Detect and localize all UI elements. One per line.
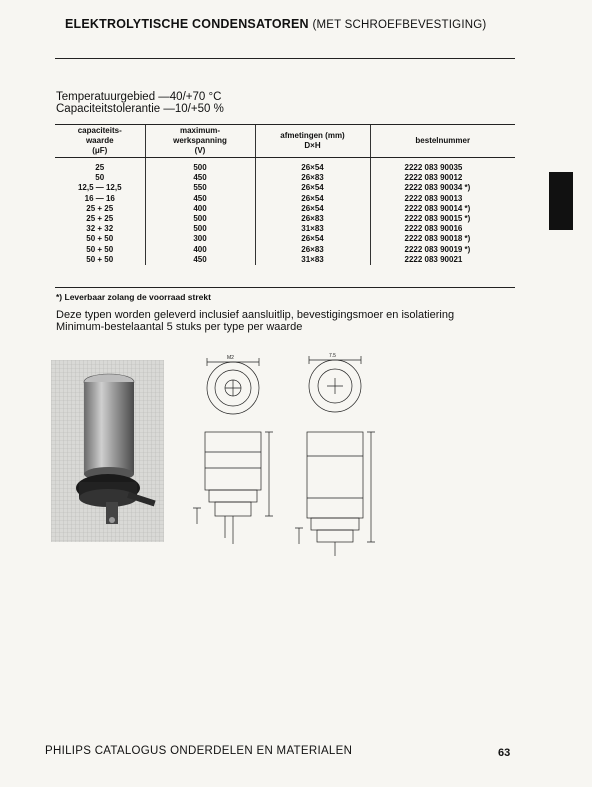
section-tab-marker — [549, 172, 573, 230]
cell-capacitance: 50 + 50 — [86, 244, 114, 254]
table-row — [55, 255, 515, 265]
header-voltage: maximum- werkspanning (V) — [145, 125, 255, 158]
cell-voltage: 500 — [145, 214, 255, 224]
side-view-right — [295, 432, 375, 556]
cell-order-number: 2222 083 90034 *) — [370, 183, 515, 193]
cell-order-number: 2222 083 90012 — [370, 173, 515, 183]
cell-voltage: 300 — [145, 234, 255, 244]
table-row — [55, 194, 515, 204]
cell-voltage: 550 — [145, 183, 255, 193]
page-title — [65, 17, 486, 31]
cell-voltage: 500 — [145, 158, 255, 174]
cell-capacitance: 25 — [95, 163, 105, 172]
minimum-order-note: Minimum-bestelaantal 5 stuks per type per waarde — [56, 321, 303, 333]
table-row — [55, 173, 515, 183]
cell-order-number: 2222 083 90021 — [370, 255, 515, 265]
table-header-row — [55, 125, 515, 158]
side-view-left — [193, 432, 273, 544]
cell-order-number: 2222 083 90016 — [370, 224, 515, 234]
cell-order-number: 2222 083 90018 *) — [370, 234, 515, 244]
catalog-footer: PHILIPS CATALOGUS ONDERDELEN EN MATERIALEN — [45, 745, 353, 757]
cell-dimensions: 26×83 — [255, 214, 370, 224]
title-main: ELEKTROLYTISCHE CONDENSATOREN — [65, 17, 309, 31]
page-number: 63 — [498, 747, 511, 759]
dimension-drawings — [185, 348, 395, 558]
cell-order-number: 2222 083 90019 *) — [370, 245, 515, 255]
top-view-right — [309, 356, 361, 412]
cell-order-number: 2222 083 90035 — [370, 158, 515, 174]
table-row — [55, 204, 515, 214]
capacitor-photo — [51, 360, 164, 542]
cell-dimensions: 31×83 — [255, 255, 370, 265]
top-view-left — [207, 358, 259, 414]
cell-capacitance: 25 + 25 — [86, 214, 114, 224]
cell-order-number: 2222 083 90014 *) — [370, 204, 515, 214]
header-order-number: bestelnummer — [370, 125, 515, 158]
cell-capacitance: 25 + 25 — [86, 203, 114, 213]
cell-dimensions: 26×54 — [255, 234, 370, 244]
temperature-range: Temperatuurgebied —40/+70 °C — [56, 91, 222, 103]
table-row — [55, 234, 515, 244]
cell-dimensions: 31×83 — [255, 224, 370, 234]
cell-order-number: 2222 083 90015 *) — [370, 214, 515, 224]
table-bottom-rule — [55, 287, 515, 288]
cell-voltage: 500 — [145, 224, 255, 234]
cell-dimensions: 26×54 — [255, 158, 370, 174]
table-row — [55, 245, 515, 255]
delivery-note: Deze typen worden geleverd inclusief aansluitlip, bevestigingsmoer en isolatiering — [56, 309, 455, 321]
table-row — [55, 224, 515, 234]
cell-capacitance: 12,5 — 12,5 — [77, 183, 122, 193]
table-row — [55, 183, 515, 193]
table-row — [55, 158, 515, 174]
cell-capacitance: 50 + 50 — [86, 234, 114, 244]
capacitance-tolerance: Capaciteitstolerantie —10/+50 % — [56, 103, 224, 115]
capacitor-table — [55, 125, 515, 265]
cell-voltage: 400 — [145, 245, 255, 255]
header-rule — [55, 58, 515, 59]
cell-capacitance: 50 + 50 — [86, 254, 114, 264]
footnote: *) Leverbaar zolang de voorraad strekt — [56, 292, 211, 302]
cell-capacitance: 16 — 16 — [84, 193, 115, 203]
title-subtitle: (MET SCHROEFBEVESTIGING) — [312, 19, 487, 31]
cell-dimensions: 26×54 — [255, 183, 370, 193]
cell-dimensions: 26×83 — [255, 245, 370, 255]
drawing-label-right: 7.5 — [329, 353, 336, 359]
cell-dimensions: 26×54 — [255, 194, 370, 204]
cell-voltage: 450 — [145, 173, 255, 183]
header-capacitance: capaciteits- waarde (μF) — [55, 125, 145, 158]
cell-capacitance: 32 + 32 — [86, 224, 114, 234]
cell-voltage: 450 — [145, 255, 255, 265]
table-row — [55, 214, 515, 224]
cell-dimensions: 26×83 — [255, 173, 370, 183]
header-dimensions: afmetingen (mm) D×H — [255, 125, 370, 158]
cell-order-number: 2222 083 90013 — [370, 194, 515, 204]
cell-voltage: 400 — [145, 204, 255, 214]
cell-capacitance: 50 — [95, 173, 105, 183]
cell-dimensions: 26×54 — [255, 204, 370, 214]
drawing-label-left: M2 — [227, 355, 234, 361]
cell-voltage: 450 — [145, 194, 255, 204]
